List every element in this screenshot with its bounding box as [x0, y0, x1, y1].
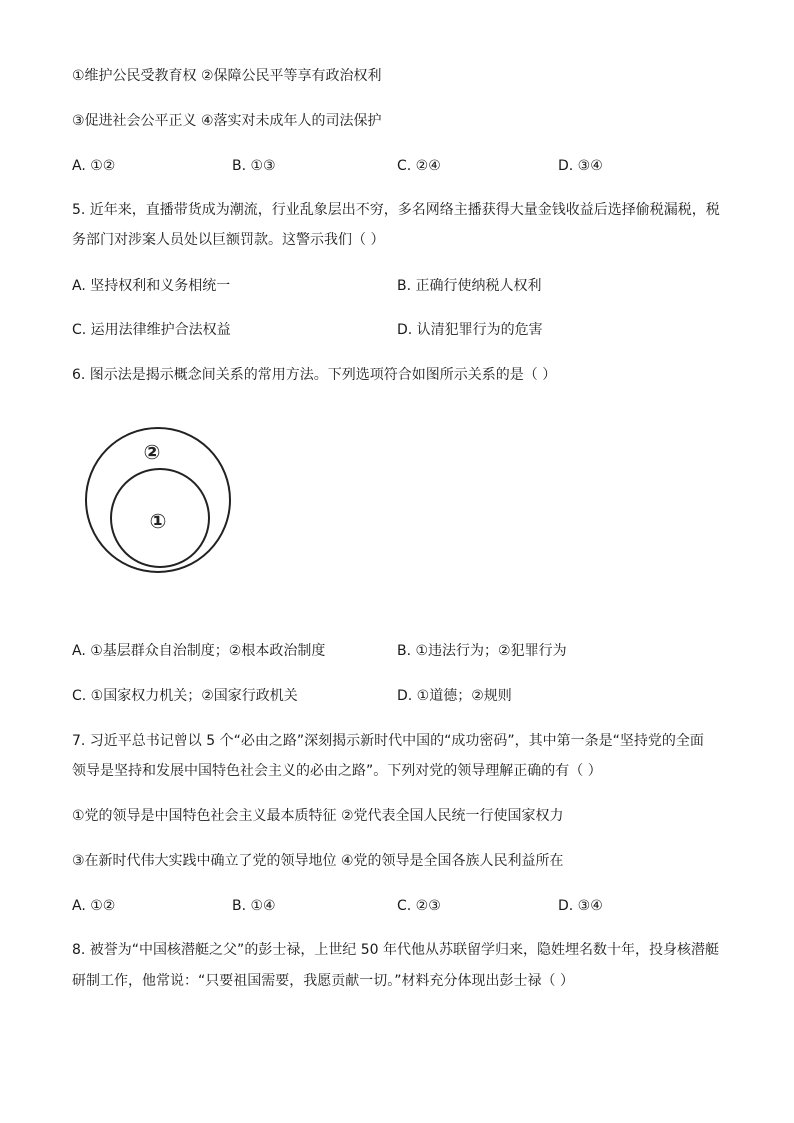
q6-option-a[interactable]: A. ①基层群众自治制度；②根本政治制度	[72, 643, 326, 659]
q7-option-c[interactable]: C. ②③	[397, 898, 441, 914]
q6-option-d[interactable]: D. ①道德；②规则	[397, 688, 512, 704]
q5-stem-line-1: 5. 近年来，直播带货成为潮流，行业乱象层出不穷，多名网络主播获得大量金钱收益后选择偷税漏税，税	[72, 202, 720, 218]
concept-diagram	[80, 414, 240, 584]
q5-option-a[interactable]: A. 坚持权利和义务相统一	[72, 278, 231, 294]
q5-stem-line-2: 务部门对涉案人员处以巨额罚款。这警示我们（ ）	[72, 232, 385, 248]
q7-statement-1: ①党的领导是中国特色社会主义最本质特征 ②党代表全国人民统一行使国家权力	[72, 808, 564, 824]
inner-circle-label: ①	[149, 509, 167, 533]
q4-statement-2: ③促进社会公平正义 ④落实对未成年人的司法保护	[72, 113, 382, 129]
q6-option-c[interactable]: C. ①国家权力机关；②国家行政机关	[72, 688, 298, 704]
q7-option-b[interactable]: B. ①④	[232, 898, 276, 914]
q7-statement-2: ③在新时代伟大实践中确立了党的领导地位 ④党的领导是全国各族人民利益所在	[72, 853, 564, 869]
q4-statement-1: ①维护公民受教育权 ②保障公民平等享有政治权利	[72, 68, 382, 84]
q5-option-d[interactable]: D. 认清犯罪行为的危害	[397, 322, 543, 338]
q5-option-b[interactable]: B. 正确行使纳税人权利	[397, 278, 542, 294]
q8-stem-line-1: 8. 被誉为“中国核潜艇之父”的彭士禄，上世纪 50 年代他从苏联留学归来，隐姓埋名数十年，投身核潜艇	[72, 942, 720, 958]
q7-option-a[interactable]: A. ①②	[72, 898, 116, 914]
q5-option-c[interactable]: C. 运用法律维护合法权益	[72, 322, 231, 338]
q6-option-b[interactable]: B. ①违法行为；②犯罪行为	[397, 643, 567, 659]
q6-stem: 6. 图示法是揭示概念间关系的常用方法。下列选项符合如图所示关系的是（ ）	[72, 367, 557, 383]
q4-option-c[interactable]: C. ②④	[397, 158, 441, 174]
q4-option-a[interactable]: A. ①②	[72, 158, 116, 174]
q4-option-d[interactable]: D. ③④	[558, 158, 603, 174]
q7-stem-line-2: 领导是坚持和发展中国特色社会主义的必由之路”。下列对党的领导理解正确的有（ ）	[72, 763, 602, 779]
outer-circle-label: ②	[143, 440, 161, 464]
q4-option-b[interactable]: B. ①③	[232, 158, 276, 174]
q8-stem-line-2: 研制工作，他常说：“只要祖国需要，我愿贡献一切。”材料充分体现出彭士禄（ ）	[72, 973, 574, 989]
q7-stem-line-1: 7. 习近平总书记曾以 5 个“必由之路”深刻揭示新时代中国的“成功密码”，其中第一条是“坚持党的全面	[72, 733, 704, 749]
q7-option-d[interactable]: D. ③④	[558, 898, 603, 914]
